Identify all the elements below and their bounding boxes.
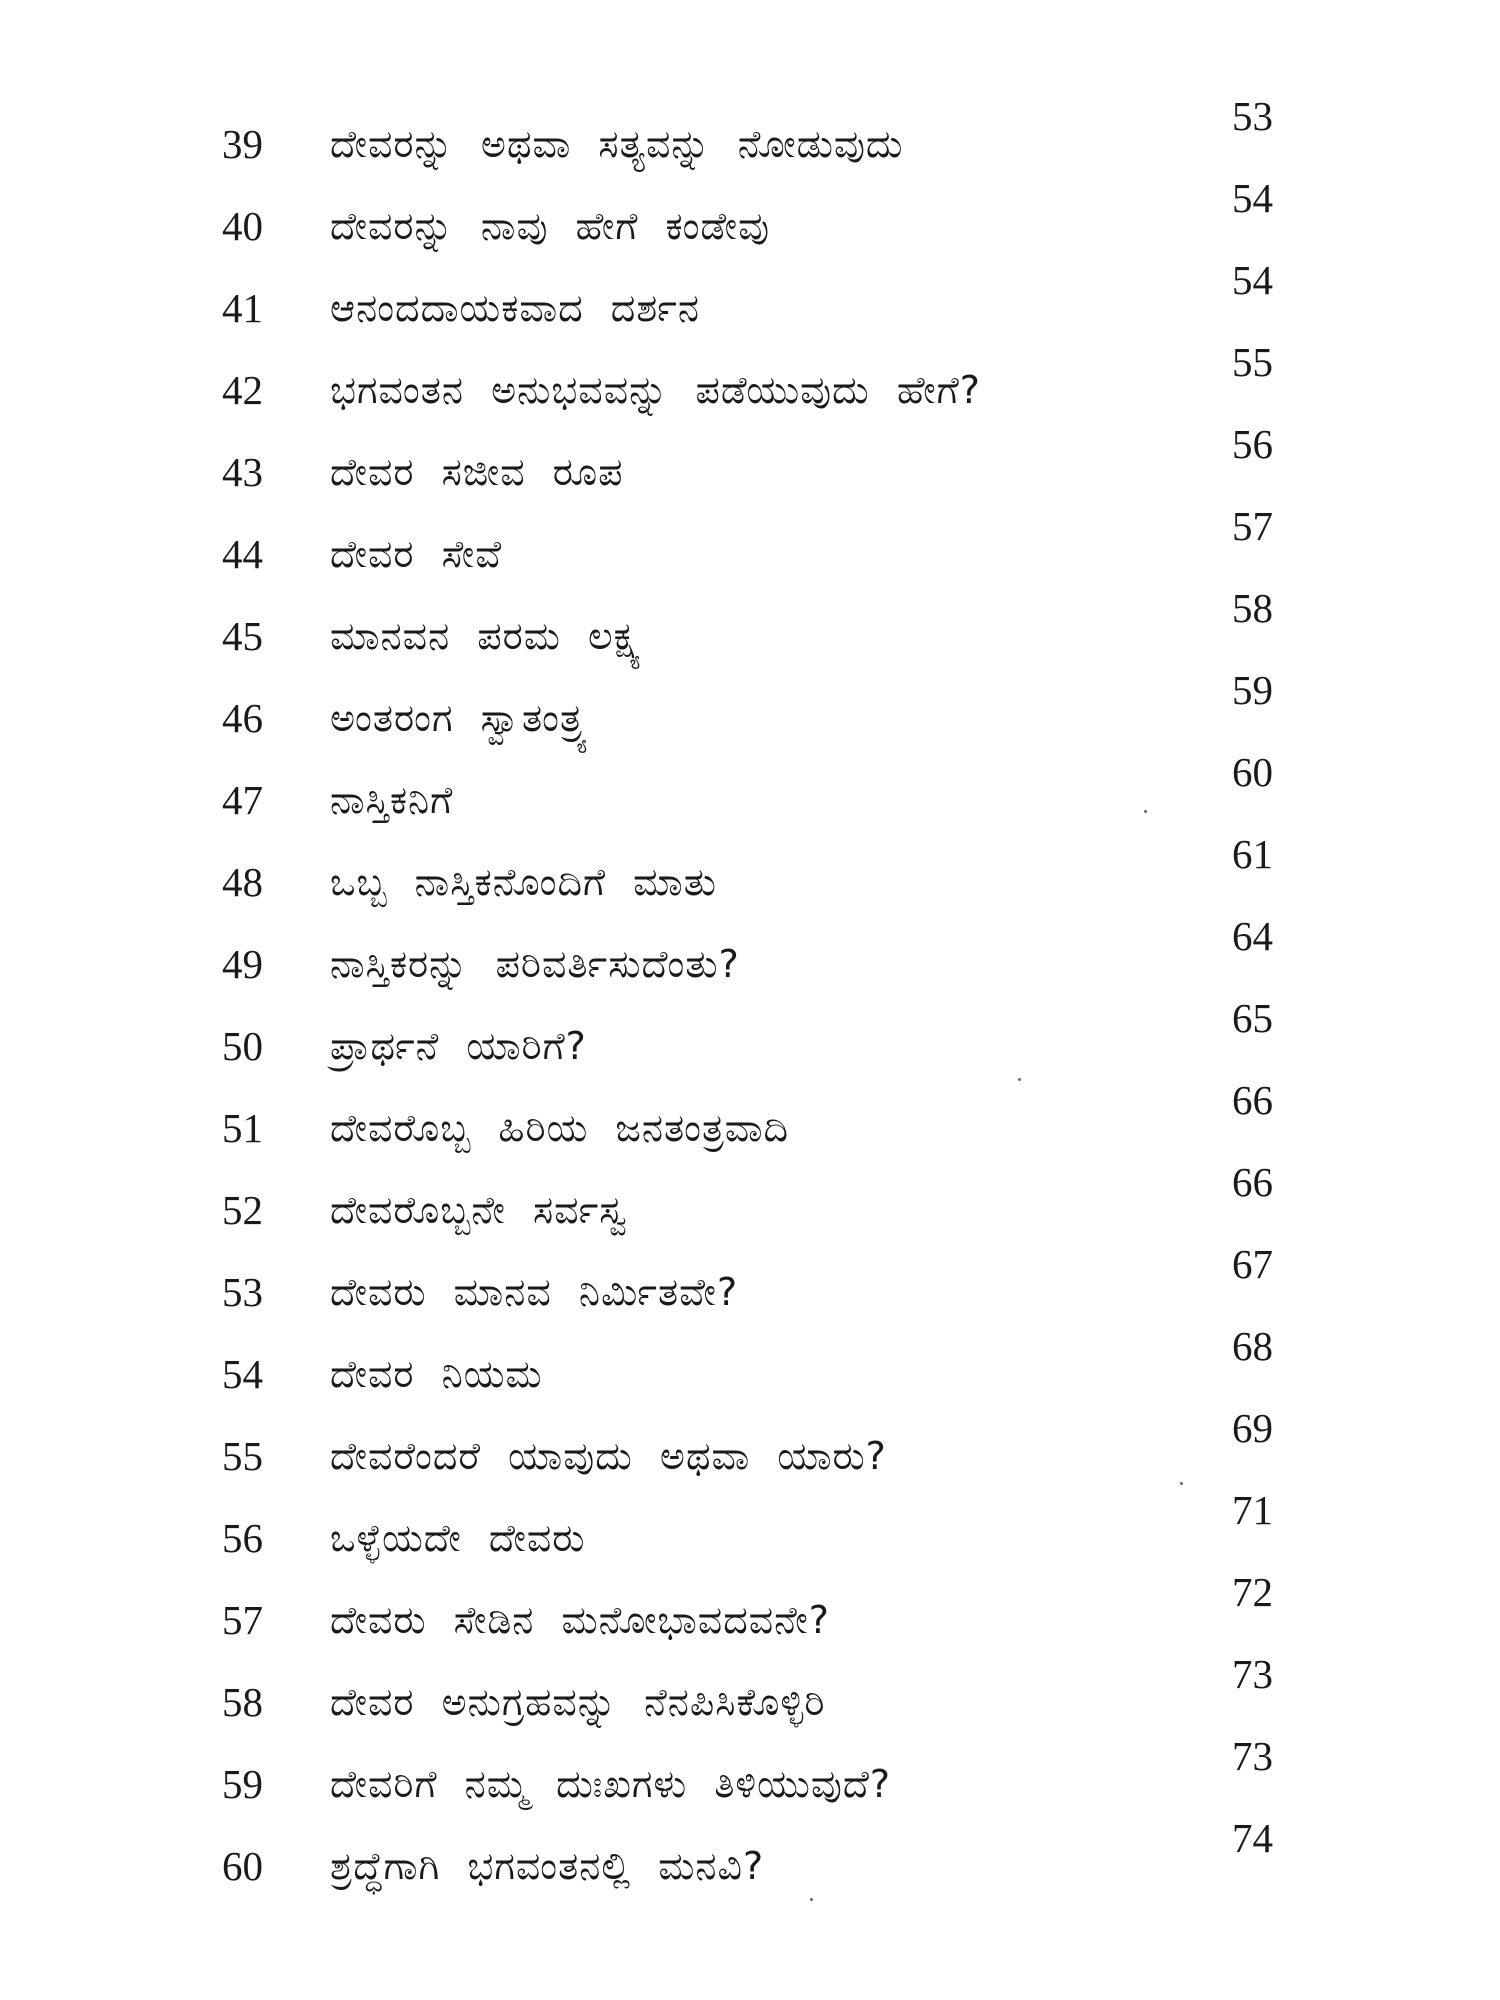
- entry-number: 49: [222, 941, 263, 987]
- toc-entry: [0, 667, 1500, 760]
- toc-entry: [0, 339, 1500, 432]
- entry-page-number: 69: [1232, 1405, 1273, 1451]
- entry-title: ಭಗವಂತನ ಅನುಭವವನ್ನು ಪಡೆಯುವುದು ಹೇಗೆ?: [330, 368, 981, 412]
- entry-page-number: 54: [1232, 257, 1273, 303]
- toc-entry: [0, 1077, 1500, 1170]
- entry-number: 44: [222, 531, 263, 577]
- entry-page-number: 58: [1232, 585, 1273, 631]
- entry-page-number: 54: [1232, 175, 1273, 221]
- entry-page-number: 56: [1232, 421, 1273, 467]
- entry-number: 39: [222, 121, 263, 167]
- entry-number: 58: [222, 1679, 263, 1725]
- entry-number: 42: [222, 367, 263, 413]
- entry-number: 59: [222, 1761, 263, 1807]
- toc-entry: [0, 1815, 1500, 1908]
- entry-page-number: 66: [1232, 1077, 1273, 1123]
- entry-page-number: 73: [1232, 1733, 1273, 1779]
- entry-number: 60: [222, 1843, 263, 1889]
- entry-title: ದೇವರೊಬ್ಬ ಹಿರಿಯ ಜನತಂತ್ರವಾದಿ: [330, 1106, 790, 1150]
- toc-entry: [0, 995, 1500, 1088]
- entry-page-number: 74: [1232, 1815, 1273, 1861]
- entry-title: ದೇವರ ಅನುಗ್ರಹವನ್ನು ನೆನಪಿಸಿಕೊಳ್ಳಿರಿ: [330, 1680, 826, 1724]
- entry-number: 53: [222, 1269, 263, 1315]
- entry-number: 48: [222, 859, 263, 905]
- entry-title: ದೇವರನ್ನು ನಾವು ಹೇಗೆ ಕಂಡೇವು: [330, 204, 771, 248]
- entry-page-number: 59: [1232, 667, 1273, 713]
- entry-title: ಒಳ್ಳೆಯದೇ ದೇವರು: [330, 1516, 586, 1560]
- entry-number: 51: [222, 1105, 263, 1151]
- entry-title: ದೇವರು ಸೇಡಿನ ಮನೋಭಾವದವನೇ?: [330, 1598, 830, 1642]
- print-speck: [810, 1898, 813, 1901]
- entry-page-number: 71: [1232, 1487, 1273, 1533]
- toc-entry: [0, 913, 1500, 1006]
- toc-entry: [0, 257, 1500, 350]
- entry-number: 57: [222, 1597, 263, 1643]
- entry-page-number: 73: [1232, 1651, 1273, 1697]
- entry-title: ಪ್ರಾರ್ಥನೆ ಯಾರಿಗೆ?: [330, 1024, 587, 1068]
- entry-number: 40: [222, 203, 263, 249]
- entry-title: ನಾಸ್ತಿಕನಿಗೆ: [330, 778, 454, 822]
- print-speck: [1018, 1078, 1021, 1081]
- toc-entry: [0, 749, 1500, 842]
- entry-number: 43: [222, 449, 263, 495]
- toc-entry: [0, 1651, 1500, 1744]
- toc-entry: [0, 421, 1500, 514]
- entry-page-number: 65: [1232, 995, 1273, 1041]
- entry-page-number: 64: [1232, 913, 1273, 959]
- entry-page-number: 72: [1232, 1569, 1273, 1615]
- entry-page-number: 67: [1232, 1241, 1273, 1287]
- entry-title: ಶ್ರದ್ಧೆಗಾಗಿ ಭಗವಂತನಲ್ಲಿ ಮನವಿ?: [330, 1844, 765, 1888]
- entry-number: 41: [222, 285, 263, 331]
- toc-entry: [0, 1569, 1500, 1662]
- toc-entry: [0, 831, 1500, 924]
- toc-entry: [0, 1487, 1500, 1580]
- entry-title: ಆನಂದದಾಯಕವಾದ ದರ್ಶನ: [330, 286, 700, 330]
- entry-number: 47: [222, 777, 263, 823]
- entry-title: ಒಬ್ಬ ನಾಸ್ತಿಕನೊಂದಿಗೆ ಮಾತು: [330, 860, 717, 904]
- entry-title: ದೇವರ ನಿಯಮ: [330, 1352, 543, 1396]
- entry-title: ದೇವರ ಸೇವೆ: [330, 532, 503, 576]
- entry-page-number: 68: [1232, 1323, 1273, 1369]
- toc-entry: [0, 1733, 1500, 1826]
- entry-number: 54: [222, 1351, 263, 1397]
- entry-title: ದೇವರನ್ನು ಅಥವಾ ಸತ್ಯವನ್ನು ನೋಡುವುದು: [330, 122, 904, 166]
- entry-page-number: 55: [1232, 339, 1273, 385]
- entry-number: 46: [222, 695, 263, 741]
- entry-number: 55: [222, 1433, 263, 1479]
- toc-entry: [0, 585, 1500, 678]
- entry-title: ನಾಸ್ತಿಕರನ್ನು ಪರಿವರ್ತಿಸುದೆಂತು?: [330, 942, 740, 986]
- toc-entry: [0, 1241, 1500, 1334]
- entry-page-number: 60: [1232, 749, 1273, 795]
- entry-number: 45: [222, 613, 263, 659]
- toc-entry: [0, 175, 1500, 268]
- entry-title: ದೇವರು ಮಾನವ ನಿರ್ಮಿತವೇ?: [330, 1270, 739, 1314]
- entry-title: ಅಂತರಂಗ ಸ್ವಾತಂತ್ರ್ಯ: [330, 696, 590, 740]
- toc-entry: [0, 93, 1500, 186]
- entry-page-number: 53: [1232, 93, 1273, 139]
- entry-title: ದೇವರೊಬ್ಬನೇ ಸರ್ವಸ್ವ: [330, 1188, 628, 1232]
- entry-title: ದೇವರೆಂದರೆ ಯಾವುದು ಅಥವಾ ಯಾರು?: [330, 1434, 887, 1478]
- entry-page-number: 61: [1232, 831, 1273, 877]
- toc-entry: [0, 1159, 1500, 1252]
- entry-title: ದೇವರಿಗೆ ನಮ್ಮ ದುಃಖಗಳು ತಿಳಿಯುವುದೆ?: [330, 1762, 892, 1806]
- print-speck: [1144, 810, 1147, 813]
- toc-entry: [0, 1405, 1500, 1498]
- entry-number: 52: [222, 1187, 263, 1233]
- print-speck: [1180, 1482, 1183, 1485]
- entry-page-number: 66: [1232, 1159, 1273, 1205]
- entry-title: ದೇವರ ಸಜೀವ ರೂಪ: [330, 450, 624, 494]
- entry-page-number: 57: [1232, 503, 1273, 549]
- toc-entry: [0, 503, 1500, 596]
- toc-entry: [0, 1323, 1500, 1416]
- entry-number: 50: [222, 1023, 263, 1069]
- entry-number: 56: [222, 1515, 263, 1561]
- entry-title: ಮಾನವನ ಪರಮ ಲಕ್ಷ್ಯ: [330, 614, 642, 658]
